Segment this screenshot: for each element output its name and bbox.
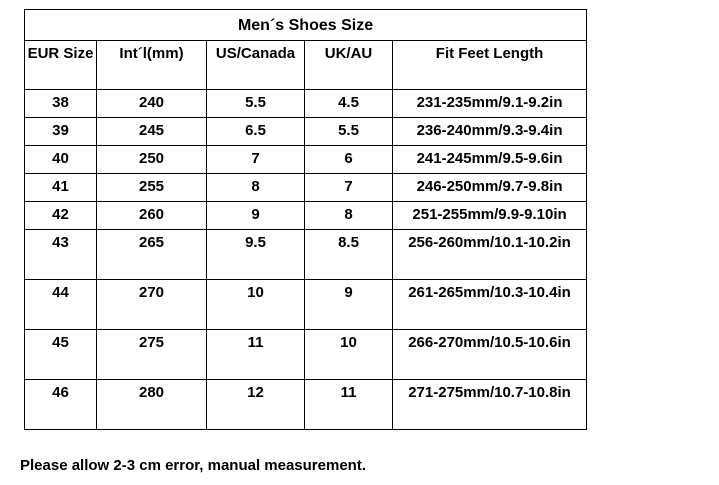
uk-size-cell: 10 xyxy=(305,330,393,380)
table-row xyxy=(25,380,587,430)
intl-mm-cell: 250 xyxy=(97,146,207,174)
fit-length-cell: 251-255mm/9.9-9.10in xyxy=(393,202,587,230)
fit-length-cell: 246-250mm/9.7-9.8in xyxy=(393,174,587,202)
table-row xyxy=(25,280,587,330)
fit-length-cell: 236-240mm/9.3-9.4in xyxy=(393,118,587,146)
eur-size-cell: 43 xyxy=(25,230,97,280)
us-size-cell: 12 xyxy=(207,380,305,430)
eur-size-cell: 41 xyxy=(25,174,97,202)
us-size-cell: 11 xyxy=(207,330,305,380)
eur-size-cell: 38 xyxy=(25,90,97,118)
header-row xyxy=(25,41,587,90)
table-title: Men´s Shoes Size xyxy=(25,10,587,41)
eur-size-cell: 45 xyxy=(25,330,97,380)
us-size-cell: 5.5 xyxy=(207,90,305,118)
us-size-cell: 6.5 xyxy=(207,118,305,146)
fit-length-cell: 231-235mm/9.1-9.2in xyxy=(393,90,587,118)
fit-length-cell: 256-260mm/10.1-10.2in xyxy=(393,230,587,280)
uk-size-cell: 5.5 xyxy=(305,118,393,146)
intl-mm-cell: 275 xyxy=(97,330,207,380)
us-size-cell: 9 xyxy=(207,202,305,230)
table-row xyxy=(25,118,587,146)
fit-length-cell: 261-265mm/10.3-10.4in xyxy=(393,280,587,330)
uk-size-cell: 9 xyxy=(305,280,393,330)
uk-size-cell: 8.5 xyxy=(305,230,393,280)
intl-mm-cell: 260 xyxy=(97,202,207,230)
table-row xyxy=(25,174,587,202)
table-row xyxy=(25,146,587,174)
eur-size-cell: 39 xyxy=(25,118,97,146)
intl-mm-cell: 270 xyxy=(97,280,207,330)
intl-mm-cell: 255 xyxy=(97,174,207,202)
fit-length-cell: 266-270mm/10.5-10.6in xyxy=(393,330,587,380)
header-fit-feet-length: Fit Feet Length xyxy=(393,41,587,90)
table-row xyxy=(25,330,587,380)
uk-size-cell: 6 xyxy=(305,146,393,174)
table-row xyxy=(25,230,587,280)
intl-mm-cell: 280 xyxy=(97,380,207,430)
size-chart-table xyxy=(24,9,587,430)
header-uk-au: UK/AU xyxy=(305,41,393,90)
eur-size-cell: 40 xyxy=(25,146,97,174)
intl-mm-cell: 265 xyxy=(97,230,207,280)
fit-length-cell: 241-245mm/9.5-9.6in xyxy=(393,146,587,174)
uk-size-cell: 7 xyxy=(305,174,393,202)
intl-mm-cell: 245 xyxy=(97,118,207,146)
table-row xyxy=(25,90,587,118)
table-row xyxy=(25,202,587,230)
uk-size-cell: 8 xyxy=(305,202,393,230)
us-size-cell: 7 xyxy=(207,146,305,174)
us-size-cell: 10 xyxy=(207,280,305,330)
uk-size-cell: 4.5 xyxy=(305,90,393,118)
eur-size-cell: 42 xyxy=(25,202,97,230)
us-size-cell: 8 xyxy=(207,174,305,202)
uk-size-cell: 11 xyxy=(305,380,393,430)
header-eur-size: EUR Size xyxy=(25,41,97,90)
header-us-canada: US/Canada xyxy=(207,41,305,90)
measurement-note: Please allow 2-3 cm error, manual measurement. xyxy=(20,457,366,474)
eur-size-cell: 46 xyxy=(25,380,97,430)
us-size-cell: 9.5 xyxy=(207,230,305,280)
header-intl-mm: Int´l(mm) xyxy=(97,41,207,90)
intl-mm-cell: 240 xyxy=(97,90,207,118)
eur-size-cell: 44 xyxy=(25,280,97,330)
fit-length-cell: 271-275mm/10.7-10.8in xyxy=(393,380,587,430)
